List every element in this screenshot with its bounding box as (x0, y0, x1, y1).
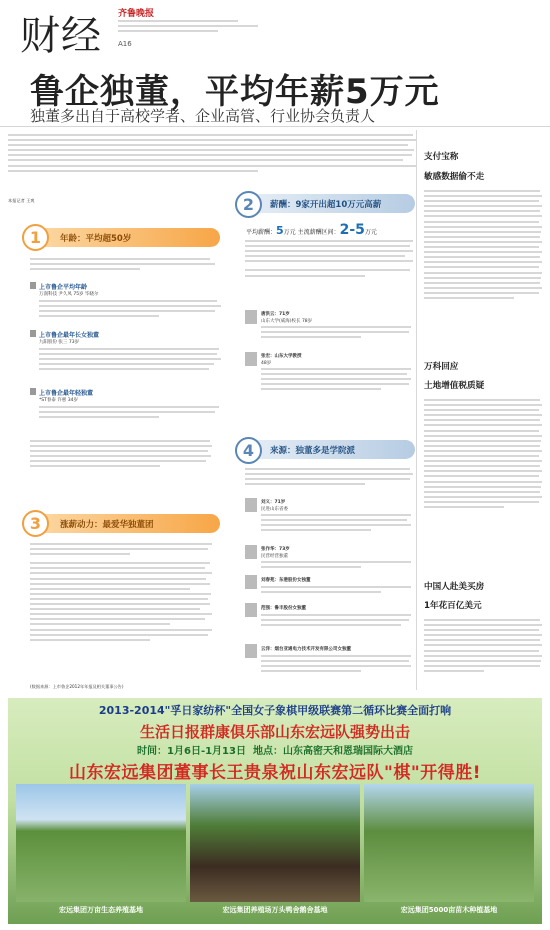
left-text (30, 440, 225, 471)
profile-name: 唐洪云：71岁 (261, 312, 290, 317)
profile-company: 民营经营独董 (261, 554, 288, 559)
marker-icon (30, 282, 36, 289)
section1-number: 1 (22, 224, 49, 251)
profile-company: 上市鲁企平均年龄 (39, 284, 88, 291)
byline: 本报记者 王爽 (8, 198, 35, 203)
divider (0, 126, 550, 127)
section3-text (30, 543, 225, 644)
sidebar-item (424, 360, 544, 511)
sidebar-item (424, 580, 544, 675)
section2-number: 2 (235, 191, 262, 218)
profile-names: 九阳股份 张三 73岁 (39, 340, 80, 345)
profile-company: 48岁 (261, 361, 272, 366)
portrait-photo (245, 545, 257, 559)
column-divider (416, 130, 417, 690)
profile-name: 云洋：烟台亚通电力技术开发有限公司女独董 (261, 647, 351, 652)
section2-title: 薪酬：9家开出超10万元高薪 (270, 200, 382, 210)
profile-company: 上市鲁企最年长女独董 (39, 332, 100, 339)
ad-line1: 2013-2014"孚日家纺杯"全国女子象棋甲级联赛第二循环比赛全面打响 (98, 704, 452, 717)
sidebar-title: 支付宝称 (424, 152, 459, 162)
section1-title: 年龄：平均超50岁 (60, 234, 132, 244)
profile-name: 范强：鲁丰股份女独董 (261, 606, 306, 611)
portrait-photo (245, 603, 257, 617)
section1-paragraph (30, 258, 225, 273)
sidebar-title: 敏感数据偷不走 (424, 172, 485, 182)
portrait-photo (245, 575, 257, 589)
marker-icon (30, 388, 36, 395)
ad-photo-farm (190, 784, 360, 902)
ad-photo-nursery (364, 784, 534, 902)
ad-line4: 山东宏远集团董事长王贵泉祝山东宏远队"棋"开得胜! (69, 763, 481, 783)
portrait-photo (245, 498, 257, 512)
section3-title: 涨薪动力：最爱华独董团 (60, 520, 154, 530)
section-title: 财经 (20, 13, 102, 59)
profile-name: 张宏：山东大学教授 (261, 354, 302, 359)
ad-caption: 宏远集团养殖场万头鸭舍鹅舍基地 (222, 906, 328, 914)
portrait-photo (245, 310, 257, 324)
profile-name: 张作华：73岁 (261, 547, 290, 552)
section2-text (245, 240, 415, 280)
ad-caption: 宏远集团万亩生态养殖基地 (59, 906, 143, 914)
sidebar-title: 1年花百亿美元 (424, 601, 482, 611)
profile-company: 上市鲁企最年轻独董 (39, 390, 94, 397)
salary-summary: 平均薪酬：5万元 主流薪酬区间：2-5万元 (246, 222, 377, 238)
page-number: A16 (118, 40, 132, 48)
portrait-photo (245, 644, 257, 658)
portrait-photo (245, 352, 257, 366)
profile-names: *ST春泰 许惠 34岁 (39, 398, 78, 403)
lead-paragraph (8, 134, 418, 175)
newspaper-logo: 齐鲁晚报 (118, 9, 155, 19)
ad-caption: 宏远集团5000亩苗木种植基地 (400, 906, 498, 914)
sidebar-item (424, 150, 544, 302)
subheadline: 独董多出自于高校学者、企业高管、行业协会负责人 (30, 107, 376, 125)
section4-number: 4 (235, 437, 262, 464)
ad-line3: 时间：1月6日-1月13日 地点：山东高密天和恩瑞国际大酒店 (137, 746, 413, 757)
source-note: (数据来源：上市鲁企2012年年报及相关董事公告) (30, 684, 124, 689)
sidebar-title: 万科回应 (424, 362, 459, 372)
profile-name: 刘春苑：东港股份女独董 (261, 578, 311, 583)
profile-names: 万润科技 尹久凤 75岁 毕晓尔 (39, 292, 99, 297)
sidebar-title: 土地增值税质疑 (424, 381, 485, 391)
section3-number: 3 (22, 510, 49, 537)
profile-name: 刘义：71岁 (261, 500, 286, 505)
sidebar-title: 中国人赴美买房 (424, 582, 485, 592)
masthead-info (118, 20, 268, 35)
ad-line2: 生活日报群康俱乐部山东宏远队强势出击 (139, 723, 410, 741)
section4-title: 来源：独董多是学院派 (270, 446, 356, 456)
section4-text (245, 468, 415, 488)
ad-photo-field (16, 784, 186, 902)
marker-icon (30, 330, 36, 337)
profile-company: 山东大学(威海)校长 78岁 (261, 319, 313, 324)
profile-company: 民进山东省委 (261, 507, 288, 512)
advertisement (8, 698, 542, 924)
headline: 鲁企独董，平均年薪5万元 (30, 72, 440, 112)
